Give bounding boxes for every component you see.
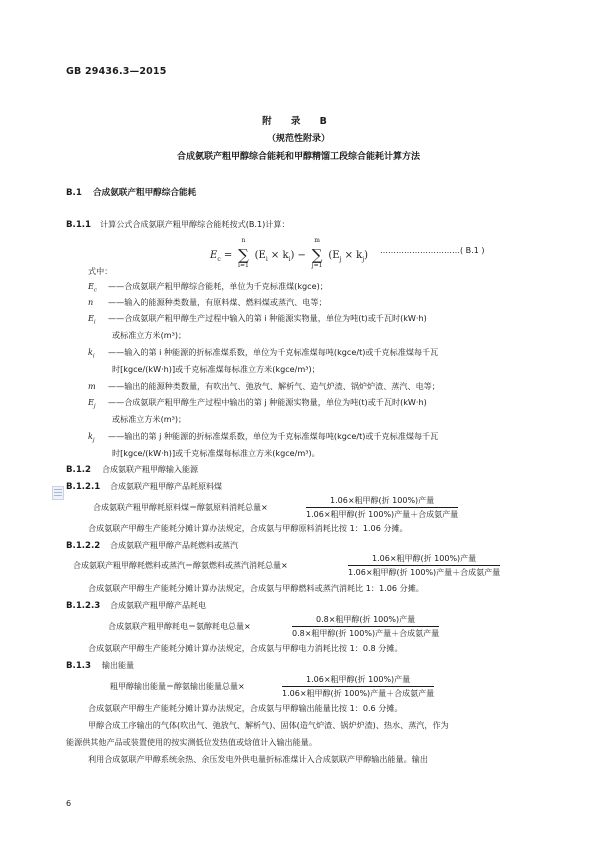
section-b13-note2a: 甲醇合成工序输出的气体(吹出气、弛放气、解析气)、固体(造气炉渣、锅炉炉渣)、热水、蒸汽，作为 [88,720,449,730]
margin-bookmark-icon [52,486,64,500]
term2-sub2: j [362,256,365,263]
formula-lhs: 合成氨联产粗甲醇耗燃料或蒸汽＝醇氨燃料或蒸汽消耗总量× [73,561,288,570]
summation-2 [309,237,325,269]
symbol-subscript: i [93,319,96,326]
appendix-title: 附 录 B [262,116,335,127]
definition-symbol [88,431,108,444]
formula-lhs: 合成氨联产粗甲醇耗原料煤＝醇氨原料消耗总量× [93,503,268,512]
section-b121-heading [66,481,222,492]
definition-continuation: 时[kgce/(kW·h)]或千克标准煤每标准立方米(kgce/m³)； [112,364,320,374]
symbol-letter: n [88,297,94,307]
definition-item [88,281,328,294]
definition-symbol [88,313,108,326]
term1-open: (E [254,250,266,261]
symbol-letter: k [88,347,93,357]
term2-sub: j [339,256,342,263]
section-b12-heading [66,464,198,475]
symbol-subscript: j [93,403,96,410]
sum-lower: i=1 [238,262,249,269]
fraction-numerator: 0.8×粗甲醇(折 100%)产量 [292,614,439,627]
fraction [348,553,500,578]
symbol-letter: E [88,313,94,323]
fraction-denominator: 1.06×粗甲醇(折 100%)产量＋合成氨产量 [282,689,435,698]
definition-item [88,297,327,310]
section-b121-note: 合成氨联产甲醇生产能耗分摊计算办法规定，合成氨与甲醇原料消耗比按 1：1.06 分摊。 [88,523,408,533]
symbol-letter: E [88,397,94,407]
section-title: 合成氨联产粗甲醇产品耗电 [110,601,206,610]
sum-upper: m [314,237,320,244]
page-number: 6 [66,799,72,808]
definition-symbol [88,347,108,360]
summation-1 [235,237,251,269]
formula-equals: = [220,250,236,261]
definition-text: ——合成氨联产粗甲醇综合能耗，单位为千克标准煤(kgce)； [108,281,328,291]
section-number: B.1.2.2 [66,541,101,551]
section-number: B.1.3 [66,661,92,671]
section-b13-note3: 利用合成氨联产甲醇系统余热、余压发电外供电量折标准煤计入合成氨联产甲醇输出能量。输出 [88,754,428,764]
fraction-numerator: 1.06×粗甲醇(折 100%)产量 [282,674,434,687]
definition-item [88,397,427,410]
definition-item [88,431,438,444]
section-b122-heading [66,540,238,551]
definition-item [88,347,438,360]
section-title: 合成氨联产粗甲醇产品耗燃料或蒸汽 [110,541,238,550]
section-title: 合成氨联产粗甲醇综合能耗 [93,188,197,198]
section-title: 输出能量 [102,661,134,670]
term1-close: ) [290,250,295,261]
fraction [282,674,434,699]
section-b11-paragraph [66,219,290,230]
formula-minus: − [294,250,310,261]
fraction [292,614,439,639]
symbol-letter: E [88,281,94,291]
where-label: 式中： [88,266,113,276]
sum-lower: j=1 [311,262,323,269]
section-b123-heading [66,600,206,611]
fraction-denominator: 1.06×粗甲醇(折 100%)产量＋合成氨产量 [306,510,459,519]
formula-lhs-sub: c [217,256,221,263]
definition-item [88,313,427,326]
term2-mid: × k [341,250,363,261]
sigma-icon: ∑ [238,246,249,264]
term1-sub2: i [288,256,291,263]
section-b13-note2b: 能源供其他产品或装置使用的按实测低位发热值或焓值计入输出能量。 [66,737,317,747]
section-b1-heading [66,186,196,198]
section-number: B.1 [66,188,82,198]
section-text: 计算公式合成氨联产粗甲醇综合能耗按式(B.1)计算： [100,219,290,229]
fraction-denominator: 1.06×粗甲醇(折 100%)产量＋合成氨产量 [348,568,501,577]
section-number: B.1.2 [66,465,92,475]
section-number: B.1.2.3 [66,601,101,611]
formula-lhs: 粗甲醇输出能量＝醇氨输出能量总量× [110,682,245,691]
symbol-subscript: c [93,287,98,294]
equation-number: …………………………( B.1 ) [380,246,485,255]
fraction [306,495,458,520]
symbol-subscript: j [92,437,95,444]
definition-text: ——合成氨联产粗甲醇生产过程中输入的第 i 种能源实物量，单位为吨(t)或千瓦时(kW·h) [108,313,427,323]
definition-continuation: 或标准立方米(m³)； [112,414,187,424]
term2-close: ) [364,250,368,261]
standard-number: GB 29436.3—2015 [66,66,167,77]
definition-text: ——输入的能源种类数量，有原料煤、燃料煤或蒸汽、电等； [108,297,327,307]
formula-b1 [210,235,540,267]
definition-continuation: 或标准立方米(m³)； [112,330,187,340]
fraction-denominator: 0.8×粗甲醇(折 100%)产量＋合成氨产量 [292,629,440,638]
section-number: B.1.2.1 [66,482,101,492]
symbol-letter: m [88,381,96,391]
definition-continuation: 时[kgce/(kW·h)]或千克标准煤每标准立方米(kgce/m³)。 [112,448,320,458]
definition-symbol [88,281,108,294]
term1-mid: × k [267,250,289,261]
formula-lhs: E [210,250,218,261]
definition-symbol [88,297,108,310]
sum-upper: n [241,237,246,244]
definition-item [88,381,440,394]
appendix-note: （规范性附录） [266,134,330,144]
definition-text: ——输出的能源种类数量，有吹出气、弛放气、解析气、造气炉渣、锅炉炉渣、蒸汽、电等； [108,381,440,391]
definition-text: ——输出的第 j 种能源的折标准煤系数，单位为千克标准煤每吨(kgce/t)或千克标准煤每千瓦 [108,431,439,441]
section-b13-note1: 合成氨联产甲醇生产能耗分摊计算办法规定，合成氨与甲醇输出能量比按 1：0.6 分摊。 [88,703,403,713]
definition-text: ——合成氨联产粗甲醇生产过程中输出的第 j 种能源实物量，单位为吨(t)或千瓦时(kW·h) [108,397,427,407]
definition-text: ——输入的第 i 种能源的折标准煤系数，单位为千克标准煤每吨(kgce/t)或千克标准煤每千瓦 [108,347,439,357]
term2-open: (E [328,250,340,261]
section-title: 合成氨联产粗甲醇产品耗原料煤 [110,482,222,491]
sigma-icon: ∑ [311,246,323,264]
fraction-numerator: 1.06×粗甲醇(折 100%)产量 [306,495,458,508]
definition-symbol [88,397,108,410]
section-b13-heading [66,660,134,671]
symbol-letter: k [88,431,93,441]
term1-sub: i [265,256,268,263]
section-title: 合成氨联产粗甲醇输入能源 [102,465,198,474]
symbol-subscript: i [92,353,95,360]
definition-symbol [88,381,108,394]
section-b122-note: 合成氨联产甲醇生产能耗分摊计算办法规定，合成氨与甲醇燃料或蒸汽消耗比 1：1.06 分摊。 [88,583,424,593]
appendix-main-title: 合成氨联产粗甲醇综合能耗和甲醇精馏工段综合能耗计算方法 [176,152,420,162]
section-b123-note: 合成氨联产甲醇生产能耗分摊计算办法规定，合成氨与甲醇电力消耗比按 1：0.8 分摊。 [88,643,403,653]
formula-lhs: 合成氨联产粗甲醇耗电＝氨醇耗电总量× [108,622,251,631]
fraction-numerator: 1.06×粗甲醇(折 100%)产量 [348,553,500,566]
section-number: B.1.1 [66,220,92,230]
